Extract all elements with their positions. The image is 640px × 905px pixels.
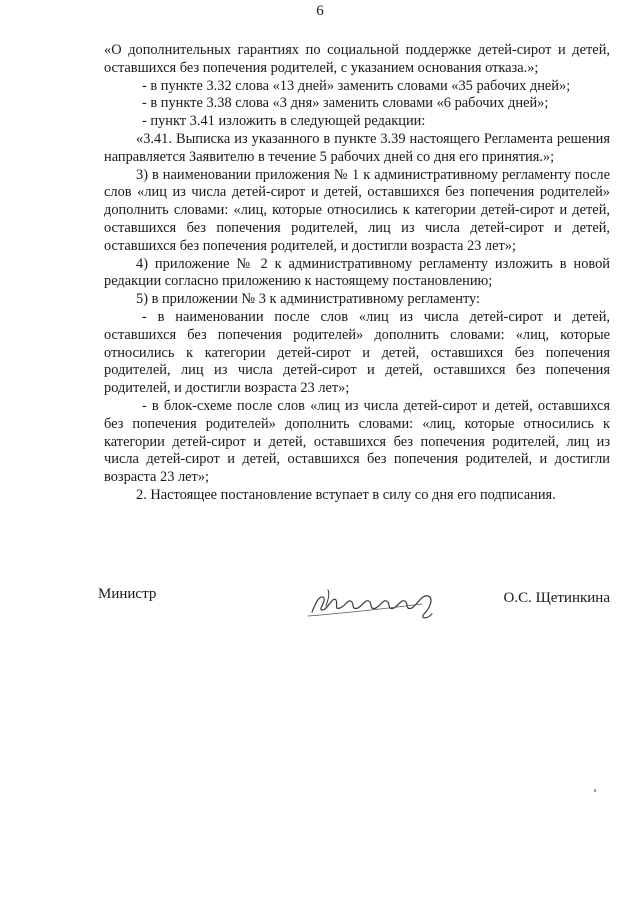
page-number: 6 — [316, 3, 324, 19]
signatory-title: Министр — [98, 586, 157, 602]
paragraph-point-5-title: - в наименовании после слов «лиц из числа детей-сирот и детей, оставшихся без попечения родителей» дополнить словами: «лиц, которые относились к категории детей-сирот и детей, оставшихся без попечения родителей, лиц из числа детей-сирот и детей, оставшихся без попечения родителей, и достигли возраста 23 лет»; — [104, 308, 610, 397]
signature-block — [0, 580, 640, 640]
signatory-name: О.С. Щетинкина — [503, 590, 610, 606]
handwritten-signature — [304, 580, 454, 625]
paragraph-point-3: 3) в наименовании приложения № 1 к административному регламенту после слов «лиц из числа детей-сирот и детей, оставшихся без попечения родителей» дополнить словами: «лиц, которые относились к категории детей-сирот и детей, оставшихся без попечения родителей, лиц из числа детей-сирот и детей, оставшихся без попечения родителей, и достигли возраста 23 лет»; — [104, 166, 610, 254]
paragraph-item-3-38: - в пункте 3.38 слова «3 дня» заменить словами «6 рабочих дней»; — [142, 95, 549, 112]
paragraph-quote-title: «О дополнительных гарантиях по социальной поддержке детей-сирот и детей, оставшихся без попечения родителей, с указанием основания отказа.»; — [104, 42, 610, 76]
paragraph-item-3-32: - в пункте 3.32 слова «13 дней» заменить словами «35 рабочих дней»; — [142, 77, 571, 94]
document-body — [104, 42, 610, 505]
paragraph-effective-date: 2. Настоящее постановление вступает в силу со дня его подписания. — [136, 486, 556, 503]
scan-speck — [594, 789, 596, 792]
paragraph-point-5: 5) в приложении № 3 к административному регламенту: — [136, 291, 481, 308]
paragraph-item-3-41: - пункт 3.41 изложить в следующей редакции: — [142, 113, 426, 130]
paragraph-point-5-flowchart: - в блок-схеме после слов «лиц из числа детей-сирот и детей, оставшихся без попечения родителей» дополнить словами: «лиц, которые относились к категории детей-сирот и детей, оставшихся без попечения родителей, лиц из числа детей-сирот и детей, оставшихся без попечения родителей, и достигли возраста 23 лет»; — [104, 397, 610, 486]
paragraph-point-4: 4) приложение № 2 к административному регламенту изложить в новой редакции согласно приложению к настоящему постановлению; — [104, 255, 610, 290]
paragraph-new-3-41: «3.41. Выписка из указанного в пункте 3.39 настоящего Регламента решения направляется Заявителю в течение 5 рабочих дней со дня его принятия.»; — [104, 130, 610, 165]
